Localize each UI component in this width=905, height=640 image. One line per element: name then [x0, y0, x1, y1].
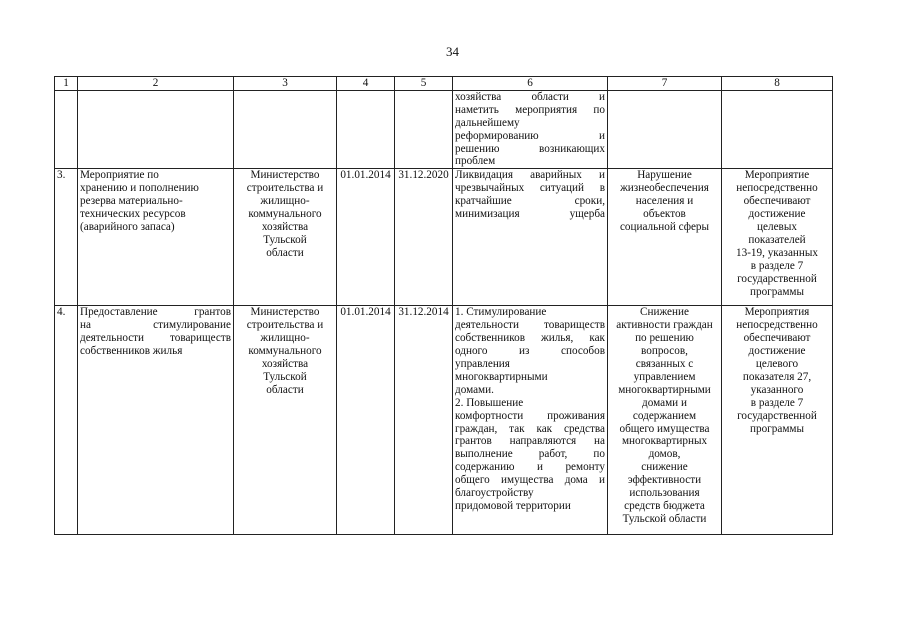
column-header: 6: [453, 77, 608, 91]
cell-link: [722, 90, 833, 168]
cell-start: [337, 90, 395, 168]
cell-link: Мероприятие непосредственно обеспечивают достижение целевых показателей 13-19, указанных в разделе 7 государственной программы: [722, 169, 833, 306]
cell-result: 1. Стимулирование деятельности товариществ собственников жилья, как одного из способов управления многоквартирными домами. 2. Повышение комфортности проживания граждан, так как средства грантов направляются на выполнение работ, по содержанию и ремонту общего имущества дома и благоустройству придомовой территории: [453, 306, 608, 535]
cell-link: Мероприятия непосредственно обеспечивают достижение целевого показателя 27, указанного в разделе 7 государственной программы: [722, 306, 833, 535]
cell-num: [55, 90, 78, 168]
cell-end: [395, 90, 453, 168]
column-header: 4: [337, 77, 395, 91]
table-row-3: [55, 169, 833, 306]
cell-consequences: Нарушение жизнеобеспечения населения и объектов социальной сферы: [608, 169, 722, 306]
cell-name: Мероприятие по хранению и пополнению резерва материально- технических ресурсов (аварийного запаса): [78, 169, 234, 306]
cell-end: 31.12.2020: [395, 169, 453, 306]
cell-end: 31.12.2014: [395, 306, 453, 535]
cell-name: Предоставление грантов на стимулирование деятельности товариществ собственников жилья: [78, 306, 234, 535]
cell-name: [78, 90, 234, 168]
cell-executor: Министерство строительства и жилищно- коммунального хозяйства Тульской области: [234, 306, 337, 535]
cell-start: 01.01.2014: [337, 306, 395, 535]
table-row-4: [55, 306, 833, 535]
column-header: 2: [78, 77, 234, 91]
cell-consequences: Снижение активности граждан по решению вопросов, связанных с управлением многоквартирными домами и содержанием общего имущества многоквартирных домов, снижение эффективности использования средств бюджета Тульской области: [608, 306, 722, 535]
column-header: 3: [234, 77, 337, 91]
cell-result: Ликвидация аварийных и чрезвычайных ситуаций в кратчайшие сроки, минимизация ущерба: [453, 169, 608, 306]
cell-result: хозяйства области и наметить мероприятия по дальнейшему реформированию и решению возникающих проблем: [453, 90, 608, 168]
column-header: 7: [608, 77, 722, 91]
cell-start: 01.01.2014: [337, 169, 395, 306]
cell-consequences: [608, 90, 722, 168]
column-header: 5: [395, 77, 453, 91]
column-number-row: [55, 77, 833, 91]
cell-num: 3.: [55, 169, 78, 306]
cell-executor: Министерство строительства и жилищно- коммунального хозяйства Тульской области: [234, 169, 337, 306]
column-header: 1: [55, 77, 78, 91]
cell-executor: [234, 90, 337, 168]
continuation-row: [55, 90, 833, 168]
measures-table: [54, 76, 833, 535]
page-number: 34: [446, 44, 459, 59]
cell-num: 4.: [55, 306, 78, 535]
column-header: 8: [722, 77, 833, 91]
